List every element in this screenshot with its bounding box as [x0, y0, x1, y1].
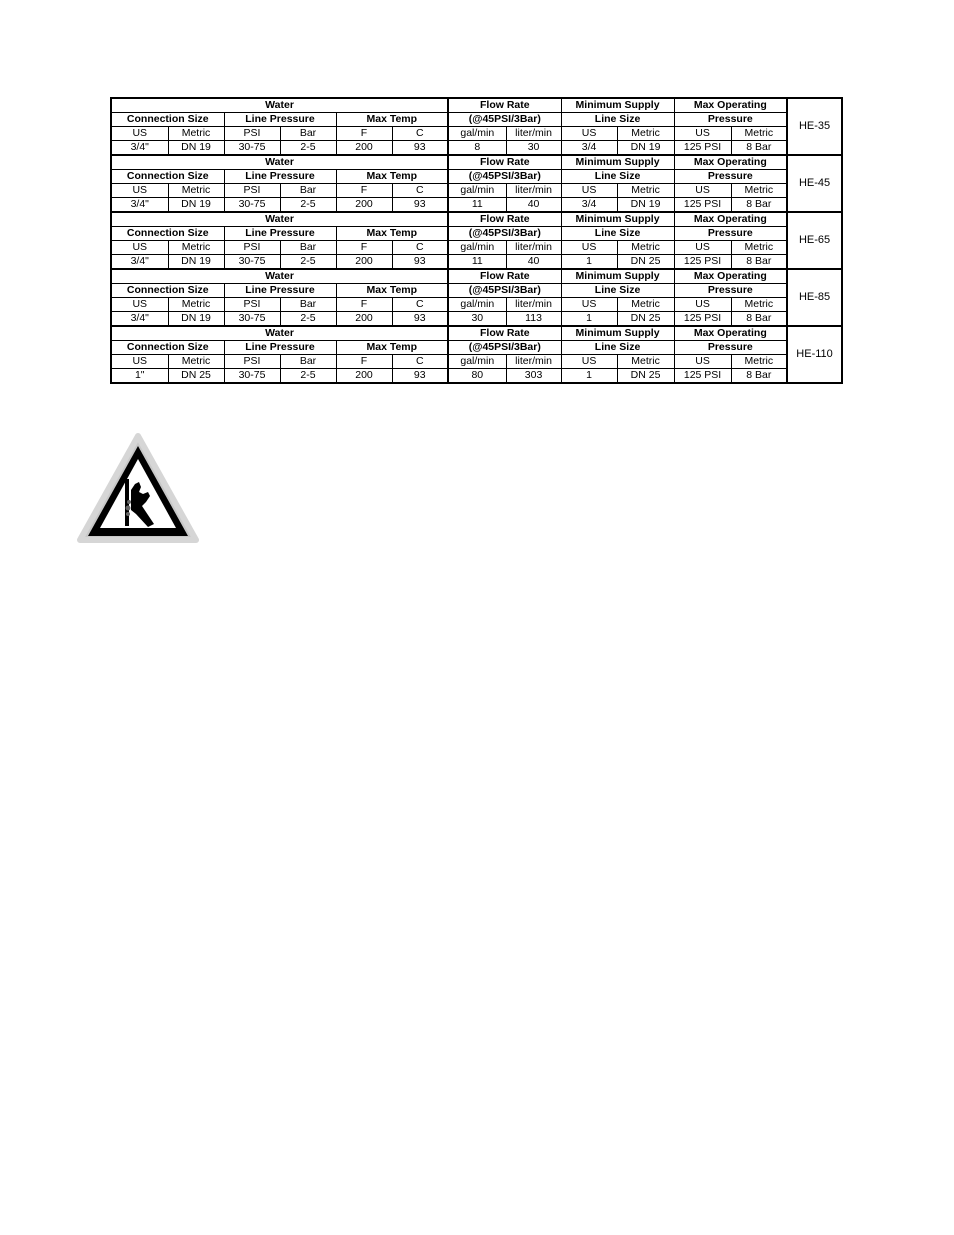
- unit-metric: Metric: [731, 298, 787, 312]
- unit-us: US: [561, 298, 617, 312]
- supply-metric-value: DN 25: [617, 369, 674, 384]
- table-row-subheader: [111, 284, 842, 298]
- max-operating-header: Max Operating: [674, 98, 787, 113]
- connection-size-header: Connection Size: [111, 341, 224, 355]
- table-row-subheader: [111, 170, 842, 184]
- unit-c: C: [392, 298, 448, 312]
- unit-bar: Bar: [280, 184, 336, 198]
- table-row-units: [111, 241, 842, 255]
- conn-metric-value: DN 25: [168, 369, 224, 384]
- unit-liter-min: liter/min: [506, 184, 561, 198]
- flow-rate-header: Flow Rate: [448, 212, 561, 227]
- model-name: HE-110: [787, 326, 842, 383]
- line-bar-value: 2-5: [280, 198, 336, 213]
- unit-f: F: [336, 127, 392, 141]
- unit-us: US: [674, 241, 731, 255]
- max-operating-subheader: Pressure: [674, 284, 787, 298]
- unit-us: US: [111, 127, 168, 141]
- unit-metric: Metric: [617, 241, 674, 255]
- line-psi-value: 30-75: [224, 312, 280, 327]
- table-row-group-header: [111, 155, 842, 170]
- hand-crush-warning-icon: [76, 432, 200, 544]
- supply-metric-value: DN 25: [617, 255, 674, 270]
- min-supply-subheader: Line Size: [561, 113, 674, 127]
- unit-us: US: [674, 355, 731, 369]
- unit-gal-min: gal/min: [448, 355, 506, 369]
- connection-size-header: Connection Size: [111, 227, 224, 241]
- specifications-body: [111, 98, 842, 383]
- conn-metric-value: DN 19: [168, 198, 224, 213]
- unit-liter-min: liter/min: [506, 355, 561, 369]
- line-pressure-header: Line Pressure: [224, 170, 336, 184]
- flow-gal-value: 80: [448, 369, 506, 384]
- min-supply-header: Minimum Supply: [561, 269, 674, 284]
- supply-metric-value: DN 25: [617, 312, 674, 327]
- unit-metric: Metric: [731, 127, 787, 141]
- water-header: Water: [111, 98, 448, 113]
- flow-liter-value: 40: [506, 198, 561, 213]
- unit-us: US: [111, 355, 168, 369]
- line-pressure-header: Line Pressure: [224, 113, 336, 127]
- supply-metric-value: DN 19: [617, 141, 674, 156]
- unit-bar: Bar: [280, 355, 336, 369]
- unit-c: C: [392, 241, 448, 255]
- table-row-subheader: [111, 227, 842, 241]
- max-temp-header: Max Temp: [336, 341, 448, 355]
- flow-rate-condition: (@45PSI/3Bar): [448, 113, 561, 127]
- flow-rate-header: Flow Rate: [448, 326, 561, 341]
- supply-us-value: 3/4: [561, 198, 617, 213]
- pressure-metric-value: 8 Bar: [731, 141, 787, 156]
- unit-gal-min: gal/min: [448, 241, 506, 255]
- unit-us: US: [674, 127, 731, 141]
- unit-c: C: [392, 184, 448, 198]
- line-psi-value: 30-75: [224, 369, 280, 384]
- flow-gal-value: 8: [448, 141, 506, 156]
- pressure-metric-value: 8 Bar: [731, 312, 787, 327]
- unit-metric: Metric: [731, 241, 787, 255]
- unit-us: US: [561, 127, 617, 141]
- min-supply-header: Minimum Supply: [561, 98, 674, 113]
- unit-gal-min: gal/min: [448, 184, 506, 198]
- water-header: Water: [111, 326, 448, 341]
- unit-metric: Metric: [168, 355, 224, 369]
- conn-us-value: 3/4": [111, 312, 168, 327]
- flow-rate-header: Flow Rate: [448, 155, 561, 170]
- pressure-metric-value: 8 Bar: [731, 369, 787, 384]
- flow-liter-value: 303: [506, 369, 561, 384]
- line-pressure-header: Line Pressure: [224, 341, 336, 355]
- max-temp-header: Max Temp: [336, 113, 448, 127]
- line-bar-value: 2-5: [280, 369, 336, 384]
- conn-metric-value: DN 19: [168, 255, 224, 270]
- unit-liter-min: liter/min: [506, 298, 561, 312]
- max-operating-subheader: Pressure: [674, 341, 787, 355]
- table-row-group-header: [111, 98, 842, 113]
- model-name: HE-65: [787, 212, 842, 269]
- unit-metric: Metric: [731, 184, 787, 198]
- unit-liter-min: liter/min: [506, 127, 561, 141]
- model-name: HE-85: [787, 269, 842, 326]
- temp-c-value: 93: [392, 198, 448, 213]
- max-operating-header: Max Operating: [674, 155, 787, 170]
- connection-size-header: Connection Size: [111, 284, 224, 298]
- unit-f: F: [336, 241, 392, 255]
- pressure-us-value: 125 PSI: [674, 255, 731, 270]
- table-row-subheader: [111, 341, 842, 355]
- unit-f: F: [336, 355, 392, 369]
- unit-bar: Bar: [280, 127, 336, 141]
- table-row-group-header: [111, 326, 842, 341]
- unit-us: US: [111, 298, 168, 312]
- unit-us: US: [561, 241, 617, 255]
- unit-metric: Metric: [168, 241, 224, 255]
- line-pressure-header: Line Pressure: [224, 227, 336, 241]
- table-row-values: [111, 369, 842, 384]
- unit-metric: Metric: [617, 298, 674, 312]
- flow-liter-value: 30: [506, 141, 561, 156]
- unit-metric: Metric: [617, 355, 674, 369]
- max-temp-header: Max Temp: [336, 284, 448, 298]
- unit-psi: PSI: [224, 241, 280, 255]
- flow-rate-header: Flow Rate: [448, 269, 561, 284]
- model-name: HE-45: [787, 155, 842, 212]
- max-temp-header: Max Temp: [336, 227, 448, 241]
- temp-c-value: 93: [392, 312, 448, 327]
- supply-metric-value: DN 19: [617, 198, 674, 213]
- min-supply-header: Minimum Supply: [561, 155, 674, 170]
- unit-psi: PSI: [224, 298, 280, 312]
- max-operating-header: Max Operating: [674, 326, 787, 341]
- unit-us: US: [674, 184, 731, 198]
- pressure-us-value: 125 PSI: [674, 198, 731, 213]
- unit-psi: PSI: [224, 184, 280, 198]
- max-operating-header: Max Operating: [674, 269, 787, 284]
- flow-gal-value: 11: [448, 198, 506, 213]
- line-bar-value: 2-5: [280, 255, 336, 270]
- min-supply-subheader: Line Size: [561, 284, 674, 298]
- max-operating-subheader: Pressure: [674, 227, 787, 241]
- conn-us-value: 3/4": [111, 255, 168, 270]
- table-row-values: [111, 312, 842, 327]
- min-supply-subheader: Line Size: [561, 341, 674, 355]
- pressure-us-value: 125 PSI: [674, 312, 731, 327]
- line-bar-value: 2-5: [280, 312, 336, 327]
- unit-us: US: [561, 184, 617, 198]
- unit-us: US: [561, 355, 617, 369]
- water-header: Water: [111, 269, 448, 284]
- temp-f-value: 200: [336, 369, 392, 384]
- pressure-us-value: 125 PSI: [674, 141, 731, 156]
- model-name: HE-35: [787, 98, 842, 155]
- unit-metric: Metric: [168, 184, 224, 198]
- temp-c-value: 93: [392, 369, 448, 384]
- table-row-values: [111, 255, 842, 270]
- unit-f: F: [336, 298, 392, 312]
- supply-us-value: 3/4: [561, 141, 617, 156]
- unit-psi: PSI: [224, 355, 280, 369]
- max-operating-subheader: Pressure: [674, 170, 787, 184]
- temp-f-value: 200: [336, 198, 392, 213]
- pressure-us-value: 125 PSI: [674, 369, 731, 384]
- supply-us-value: 1: [561, 369, 617, 384]
- unit-metric: Metric: [617, 184, 674, 198]
- flow-rate-condition: (@45PSI/3Bar): [448, 341, 561, 355]
- flow-rate-condition: (@45PSI/3Bar): [448, 227, 561, 241]
- min-supply-header: Minimum Supply: [561, 212, 674, 227]
- min-supply-subheader: Line Size: [561, 227, 674, 241]
- unit-metric: Metric: [168, 298, 224, 312]
- min-supply-header: Minimum Supply: [561, 326, 674, 341]
- connection-size-header: Connection Size: [111, 170, 224, 184]
- table-row-units: [111, 184, 842, 198]
- flow-gal-value: 30: [448, 312, 506, 327]
- temp-f-value: 200: [336, 141, 392, 156]
- unit-us: US: [111, 241, 168, 255]
- water-header: Water: [111, 212, 448, 227]
- unit-c: C: [392, 355, 448, 369]
- table-row-units: [111, 298, 842, 312]
- flow-rate-condition: (@45PSI/3Bar): [448, 284, 561, 298]
- unit-gal-min: gal/min: [448, 127, 506, 141]
- table-row-subheader: [111, 113, 842, 127]
- supply-us-value: 1: [561, 255, 617, 270]
- table-row-values: [111, 198, 842, 213]
- unit-us: US: [674, 298, 731, 312]
- line-psi-value: 30-75: [224, 255, 280, 270]
- temp-f-value: 200: [336, 255, 392, 270]
- unit-metric: Metric: [731, 355, 787, 369]
- unit-bar: Bar: [280, 298, 336, 312]
- line-bar-value: 2-5: [280, 141, 336, 156]
- table-row-values: [111, 141, 842, 156]
- conn-us-value: 1": [111, 369, 168, 384]
- supply-us-value: 1: [561, 312, 617, 327]
- max-temp-header: Max Temp: [336, 170, 448, 184]
- line-psi-value: 30-75: [224, 141, 280, 156]
- conn-us-value: 3/4": [111, 198, 168, 213]
- line-pressure-header: Line Pressure: [224, 284, 336, 298]
- conn-metric-value: DN 19: [168, 312, 224, 327]
- unit-c: C: [392, 127, 448, 141]
- conn-us-value: 3/4": [111, 141, 168, 156]
- pressure-metric-value: 8 Bar: [731, 198, 787, 213]
- max-operating-subheader: Pressure: [674, 113, 787, 127]
- flow-gal-value: 11: [448, 255, 506, 270]
- table-row-group-header: [111, 269, 842, 284]
- temp-c-value: 93: [392, 141, 448, 156]
- pressure-metric-value: 8 Bar: [731, 255, 787, 270]
- table-row-units: [111, 355, 842, 369]
- unit-bar: Bar: [280, 241, 336, 255]
- conn-metric-value: DN 19: [168, 141, 224, 156]
- max-operating-header: Max Operating: [674, 212, 787, 227]
- specifications-table: [110, 97, 843, 384]
- flow-liter-value: 113: [506, 312, 561, 327]
- line-psi-value: 30-75: [224, 198, 280, 213]
- unit-liter-min: liter/min: [506, 241, 561, 255]
- table-row-units: [111, 127, 842, 141]
- table-row-group-header: [111, 212, 842, 227]
- unit-gal-min: gal/min: [448, 298, 506, 312]
- min-supply-subheader: Line Size: [561, 170, 674, 184]
- water-header: Water: [111, 155, 448, 170]
- unit-f: F: [336, 184, 392, 198]
- temp-f-value: 200: [336, 312, 392, 327]
- temp-c-value: 93: [392, 255, 448, 270]
- flow-rate-condition: (@45PSI/3Bar): [448, 170, 561, 184]
- unit-psi: PSI: [224, 127, 280, 141]
- flow-rate-header: Flow Rate: [448, 98, 561, 113]
- connection-size-header: Connection Size: [111, 113, 224, 127]
- unit-us: US: [111, 184, 168, 198]
- unit-metric: Metric: [168, 127, 224, 141]
- unit-metric: Metric: [617, 127, 674, 141]
- flow-liter-value: 40: [506, 255, 561, 270]
